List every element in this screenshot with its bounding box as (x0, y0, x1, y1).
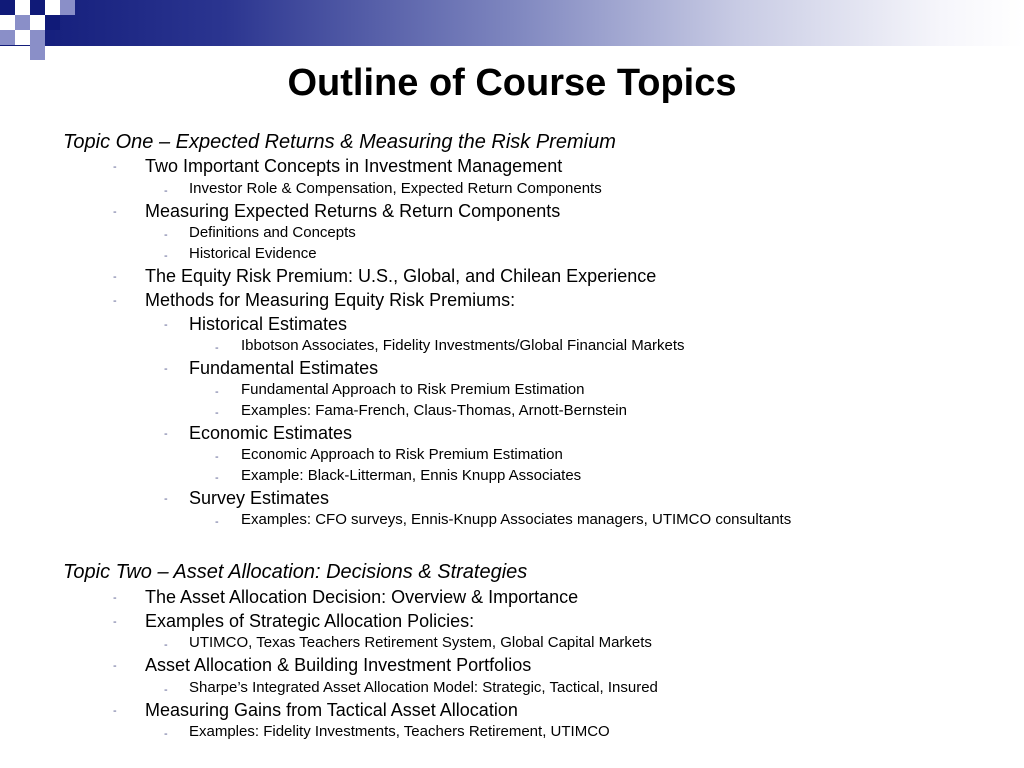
decorative-square (30, 0, 45, 15)
bullet-dash-icon: - (215, 341, 219, 354)
list-item (215, 467, 582, 484)
decorative-square (30, 15, 45, 30)
header-gradient-band (0, 0, 1024, 46)
list-item-text: Fundamental Estimates (189, 358, 379, 378)
list-item (113, 266, 657, 286)
list-item-text: Examples: Fidelity Investments, Teachers Retirement, UTIMCO (189, 723, 610, 740)
list-item-text: Examples: Fama-French, Claus-Thomas, Arnott-Bernstein (241, 402, 627, 419)
bullet-dash-icon: - (164, 184, 168, 197)
decorative-square (15, 15, 30, 30)
topic-two-prefix: Topic Two – (63, 561, 174, 583)
list-item (215, 337, 685, 354)
list-item (164, 634, 652, 651)
list-item-text: Measuring Expected Returns & Return Components (145, 201, 561, 221)
list-item-text: Examples: CFO surveys, Ennis-Knupp Associates managers, UTIMCO consultants (241, 511, 792, 528)
list-item (113, 700, 518, 720)
list-item-text: Historical Estimates (189, 314, 348, 334)
bullet-dash-icon: - (215, 450, 219, 463)
bullet-dash-icon: - (113, 591, 117, 604)
bullet-dash-icon: - (215, 385, 219, 398)
bullet-dash-icon: - (113, 704, 117, 717)
list-item (113, 655, 532, 675)
topic-one-heading (63, 132, 616, 152)
bullet-dash-icon: - (113, 659, 117, 672)
bullet-dash-icon: - (164, 638, 168, 651)
decorative-square (60, 0, 75, 15)
bullet-dash-icon: - (164, 727, 168, 740)
list-item-text: UTIMCO, Texas Teachers Retirement System, Global Capital Markets (189, 634, 652, 651)
list-item (164, 488, 330, 508)
decorative-square (0, 30, 15, 45)
bullet-dash-icon: - (113, 615, 117, 628)
list-item-text: Survey Estimates (189, 488, 330, 508)
bullet-dash-icon: - (215, 515, 219, 528)
list-item (164, 224, 356, 241)
list-item-text: Fundamental Approach to Risk Premium Estimation (241, 381, 585, 398)
list-item (113, 611, 475, 631)
list-item-text: Economic Approach to Risk Premium Estimation (241, 446, 563, 463)
list-item (113, 290, 516, 310)
list-item-text: Definitions and Concepts (189, 224, 356, 241)
list-item-text: Measuring Gains from Tactical Asset Allocation (145, 700, 518, 720)
topic-two-title: Asset Allocation: Decisions & Strategies (173, 561, 528, 583)
list-item-text: Sharpe’s Integrated Asset Allocation Model: Strategic, Tactical, Insured (189, 679, 658, 696)
slide-title: Outline of Course Topics (287, 62, 737, 104)
list-item (113, 201, 561, 221)
bullet-dash-icon: - (164, 249, 168, 262)
bullet-dash-icon: - (164, 683, 168, 696)
list-item-text: The Equity Risk Premium: U.S., Global, and Chilean Experience (145, 266, 657, 286)
list-item-text: Historical Evidence (189, 245, 317, 262)
list-item-text: The Asset Allocation Decision: Overview & Importance (145, 587, 579, 607)
list-item-text: Investor Role & Compensation, Expected Return Components (189, 180, 602, 197)
bullet-dash-icon: - (164, 362, 168, 375)
decorative-square (0, 0, 15, 15)
bullet-dash-icon: - (164, 228, 168, 241)
list-item-text: Economic Estimates (189, 423, 353, 443)
decorative-square (30, 45, 45, 60)
list-item (164, 314, 348, 334)
decorative-square (0, 15, 15, 30)
bullet-dash-icon: - (215, 406, 219, 419)
bullet-dash-icon: - (164, 318, 168, 331)
bullet-dash-icon: - (164, 427, 168, 440)
bullet-dash-icon: - (215, 471, 219, 484)
list-item (164, 679, 658, 696)
bullet-dash-icon: - (113, 160, 117, 173)
list-item (164, 180, 602, 197)
list-item (215, 402, 627, 419)
list-item-text: Asset Allocation & Building Investment Portfolios (145, 655, 532, 675)
list-item (113, 156, 563, 176)
decorative-square (30, 30, 45, 45)
list-item-text: Methods for Measuring Equity Risk Premiums: (145, 290, 516, 310)
decorative-square (45, 15, 60, 30)
bullet-dash-icon: - (113, 205, 117, 218)
list-item-text: Example: Black-Litterman, Ennis Knupp Associates (241, 467, 582, 484)
topic-two-heading (63, 562, 527, 582)
list-item (215, 446, 563, 463)
list-item (164, 723, 610, 740)
decorative-square (15, 30, 30, 45)
decorative-square (15, 0, 30, 15)
decorative-square (45, 0, 60, 15)
list-item-text: Two Important Concepts in Investment Management (145, 156, 563, 176)
list-item (215, 511, 792, 528)
list-item (113, 587, 579, 607)
list-item-text: Ibbotson Associates, Fidelity Investments/Global Financial Markets (241, 337, 685, 354)
list-item (164, 245, 317, 262)
topic-one-title: Expected Returns & Measuring the Risk Premium (175, 131, 616, 153)
bullet-dash-icon: - (113, 294, 117, 307)
list-item-text: Examples of Strategic Allocation Policies: (145, 611, 475, 631)
list-item (215, 381, 585, 398)
bullet-dash-icon: - (164, 492, 168, 505)
list-item (164, 423, 353, 443)
list-item (164, 358, 379, 378)
topic-one-prefix: Topic One – (63, 131, 176, 153)
bullet-dash-icon: - (113, 270, 117, 283)
